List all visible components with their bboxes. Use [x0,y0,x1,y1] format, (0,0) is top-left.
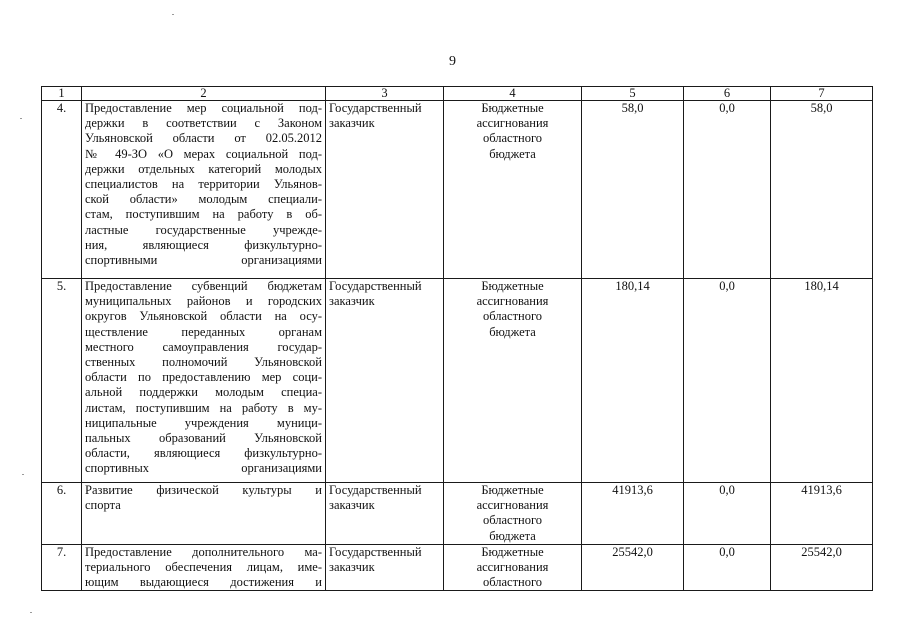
measure-name-line: местного самоуправления государ- [85,339,322,354]
table-body [42,101,873,591]
customer-line: Государственный [329,101,422,115]
total-value-cell [582,101,684,279]
measure-name-line: ской области» молодым специали- [85,192,322,207]
column-header: 5 [582,87,684,101]
measure-name-line: ниципальные учреждения муници- [85,415,322,430]
funding-source-line: Бюджетные [481,544,544,559]
total-value-cell [582,279,684,483]
funding-source-line: Бюджетные [481,279,544,293]
funding-source-line: Бюджетные [481,101,544,115]
customer-line: заказчик [329,498,375,513]
funding-source-line: областного [482,575,543,590]
row-number-cell [42,101,82,279]
column-6-value: 0,0 [719,279,735,293]
row-number-cell [42,483,82,545]
funding-source-line: бюджета [489,324,536,339]
cell-clip [774,545,869,590]
measure-name-line: стам, поступившим на работу в об- [85,207,322,222]
cell-clip [447,545,578,590]
customer-cell [326,101,444,279]
column-6-value: 0,0 [719,483,735,497]
row-number: 6. [56,483,67,497]
column-header: 4 [444,87,582,101]
measure-name-line: № 49-ЗО «О мерах социальной под- [85,146,322,161]
column-6-value-cell [684,483,771,545]
measure-name-line: области, являющиеся физкультурно- [85,446,322,461]
funding-source-cell [444,483,582,545]
measure-name-line: округов Ульяновской области на осу- [85,309,322,324]
column-7-value: 180,14 [804,279,839,293]
column-6-value-cell [684,101,771,279]
measure-name-line: Развитие физической культуры и [85,483,322,497]
header-row [42,87,873,101]
measure-name-cell [82,483,326,545]
customer-cell [326,483,444,545]
measure-name-line: ния, являющиеся физкультурно- [85,237,322,252]
customer-line: Государственный [329,544,422,559]
funding-source-line: ассигнования [476,498,549,513]
measure-name-cell [82,101,326,279]
total-value: 180,14 [615,279,650,293]
funding-source-line: ассигнования [476,116,549,131]
funding-source-cell [444,544,582,590]
measure-name-cell [82,279,326,483]
measure-name-line: ластные государственные учрежде- [85,222,322,237]
row-number-cell [42,279,82,483]
cell-clip [687,545,767,590]
column-header: 7 [771,87,873,101]
scan-speck [172,14,174,15]
column-6-value-cell [684,544,771,590]
cell-clip [85,545,322,590]
funding-source-line: ассигнования [476,560,549,575]
funding-source-cell [444,101,582,279]
column-6-value: 0,0 [719,544,735,559]
measure-name-line: области по предоставлению мер соци- [85,370,322,385]
column-7-value-cell [771,279,873,483]
column-7-value-cell [771,483,873,545]
budget-table [41,86,873,591]
row-number: 7. [56,544,67,559]
cell-clip [329,545,440,590]
measure-name-line: спорта [85,498,121,513]
measure-name-line: спортивными организациями [85,252,322,267]
funding-source-line: бюджета [489,528,536,543]
customer-line: Государственный [329,483,422,497]
measure-name-line: пальных образований Ульяновской [85,430,322,445]
funding-source-cell [444,279,582,483]
customer-cell [326,279,444,483]
measure-name-cell [82,544,326,590]
column-6-value: 0,0 [719,101,735,115]
measure-name-line: альной поддержки молодым специа- [85,385,322,400]
funding-source-line: Бюджетные [481,483,544,497]
column-7-value: 25542,0 [801,544,842,559]
row-number: 5. [56,279,67,293]
measure-name-line: спортивных организациями [85,461,322,476]
customer-line: заказчик [329,294,375,309]
column-header: 2 [82,87,326,101]
total-value: 58,0 [621,101,644,115]
column-7-value-cell [771,544,873,590]
measure-name-line: Предоставление субвенций бюджетам [85,279,322,293]
customer-line: заказчик [329,560,375,575]
funding-source-line: ассигнования [476,294,549,309]
column-header: 3 [326,87,444,101]
table-row [42,101,873,279]
total-value-cell [582,544,684,590]
measure-name-line: ществление переданных органам [85,324,322,339]
measure-name-line: специалистов на территории Ульянов- [85,176,322,191]
funding-source-line: областного [482,513,543,528]
measure-name-line: муниципальных районов и городских [85,294,322,309]
cell-clip [45,545,78,590]
customer-cell [326,544,444,590]
measure-name-line: Предоставление дополнительного ма- [85,544,322,559]
measure-name-line: ственных полномочий Ульяновской [85,354,322,369]
measure-name-line: держки отдельных категорий молодых [85,161,322,176]
row-number: 4. [56,101,67,115]
total-value-cell [582,483,684,545]
table-row [42,279,873,483]
column-header: 6 [684,87,771,101]
column-6-value-cell [684,279,771,483]
column-7-value-cell [771,101,873,279]
measure-name-line: териального обеспечения лицам, име- [85,560,322,574]
cell-clip [585,545,680,590]
scan-speck [22,474,24,475]
funding-source-line: бюджета [489,146,536,161]
table-row [42,483,873,545]
measure-name-line: листам, поступившим на работу в му- [85,400,322,415]
column-7-value: 41913,6 [801,483,842,497]
funding-source-line: областного [482,131,543,146]
funding-source-line: областного [482,309,543,324]
measure-name-line: Ульяновской области от 02.05.2012 [85,131,322,146]
column-7-value: 58,0 [810,101,833,115]
scan-speck [30,612,32,613]
row-number-cell [42,544,82,590]
customer-line: Государственный [329,279,422,293]
customer-line: заказчик [329,116,375,131]
column-header: 1 [42,87,82,101]
table-row [42,544,873,590]
measure-name-line: Предоставление мер социальной под- [85,101,322,115]
measure-name-line: держки в соответствии с Законом [85,116,322,131]
page-number: 9 [449,54,456,69]
scan-speck [20,118,22,119]
total-value: 41913,6 [612,483,653,497]
total-value: 25542,0 [612,544,653,559]
measure-name-line: ющим выдающиеся достижения и [85,575,322,590]
